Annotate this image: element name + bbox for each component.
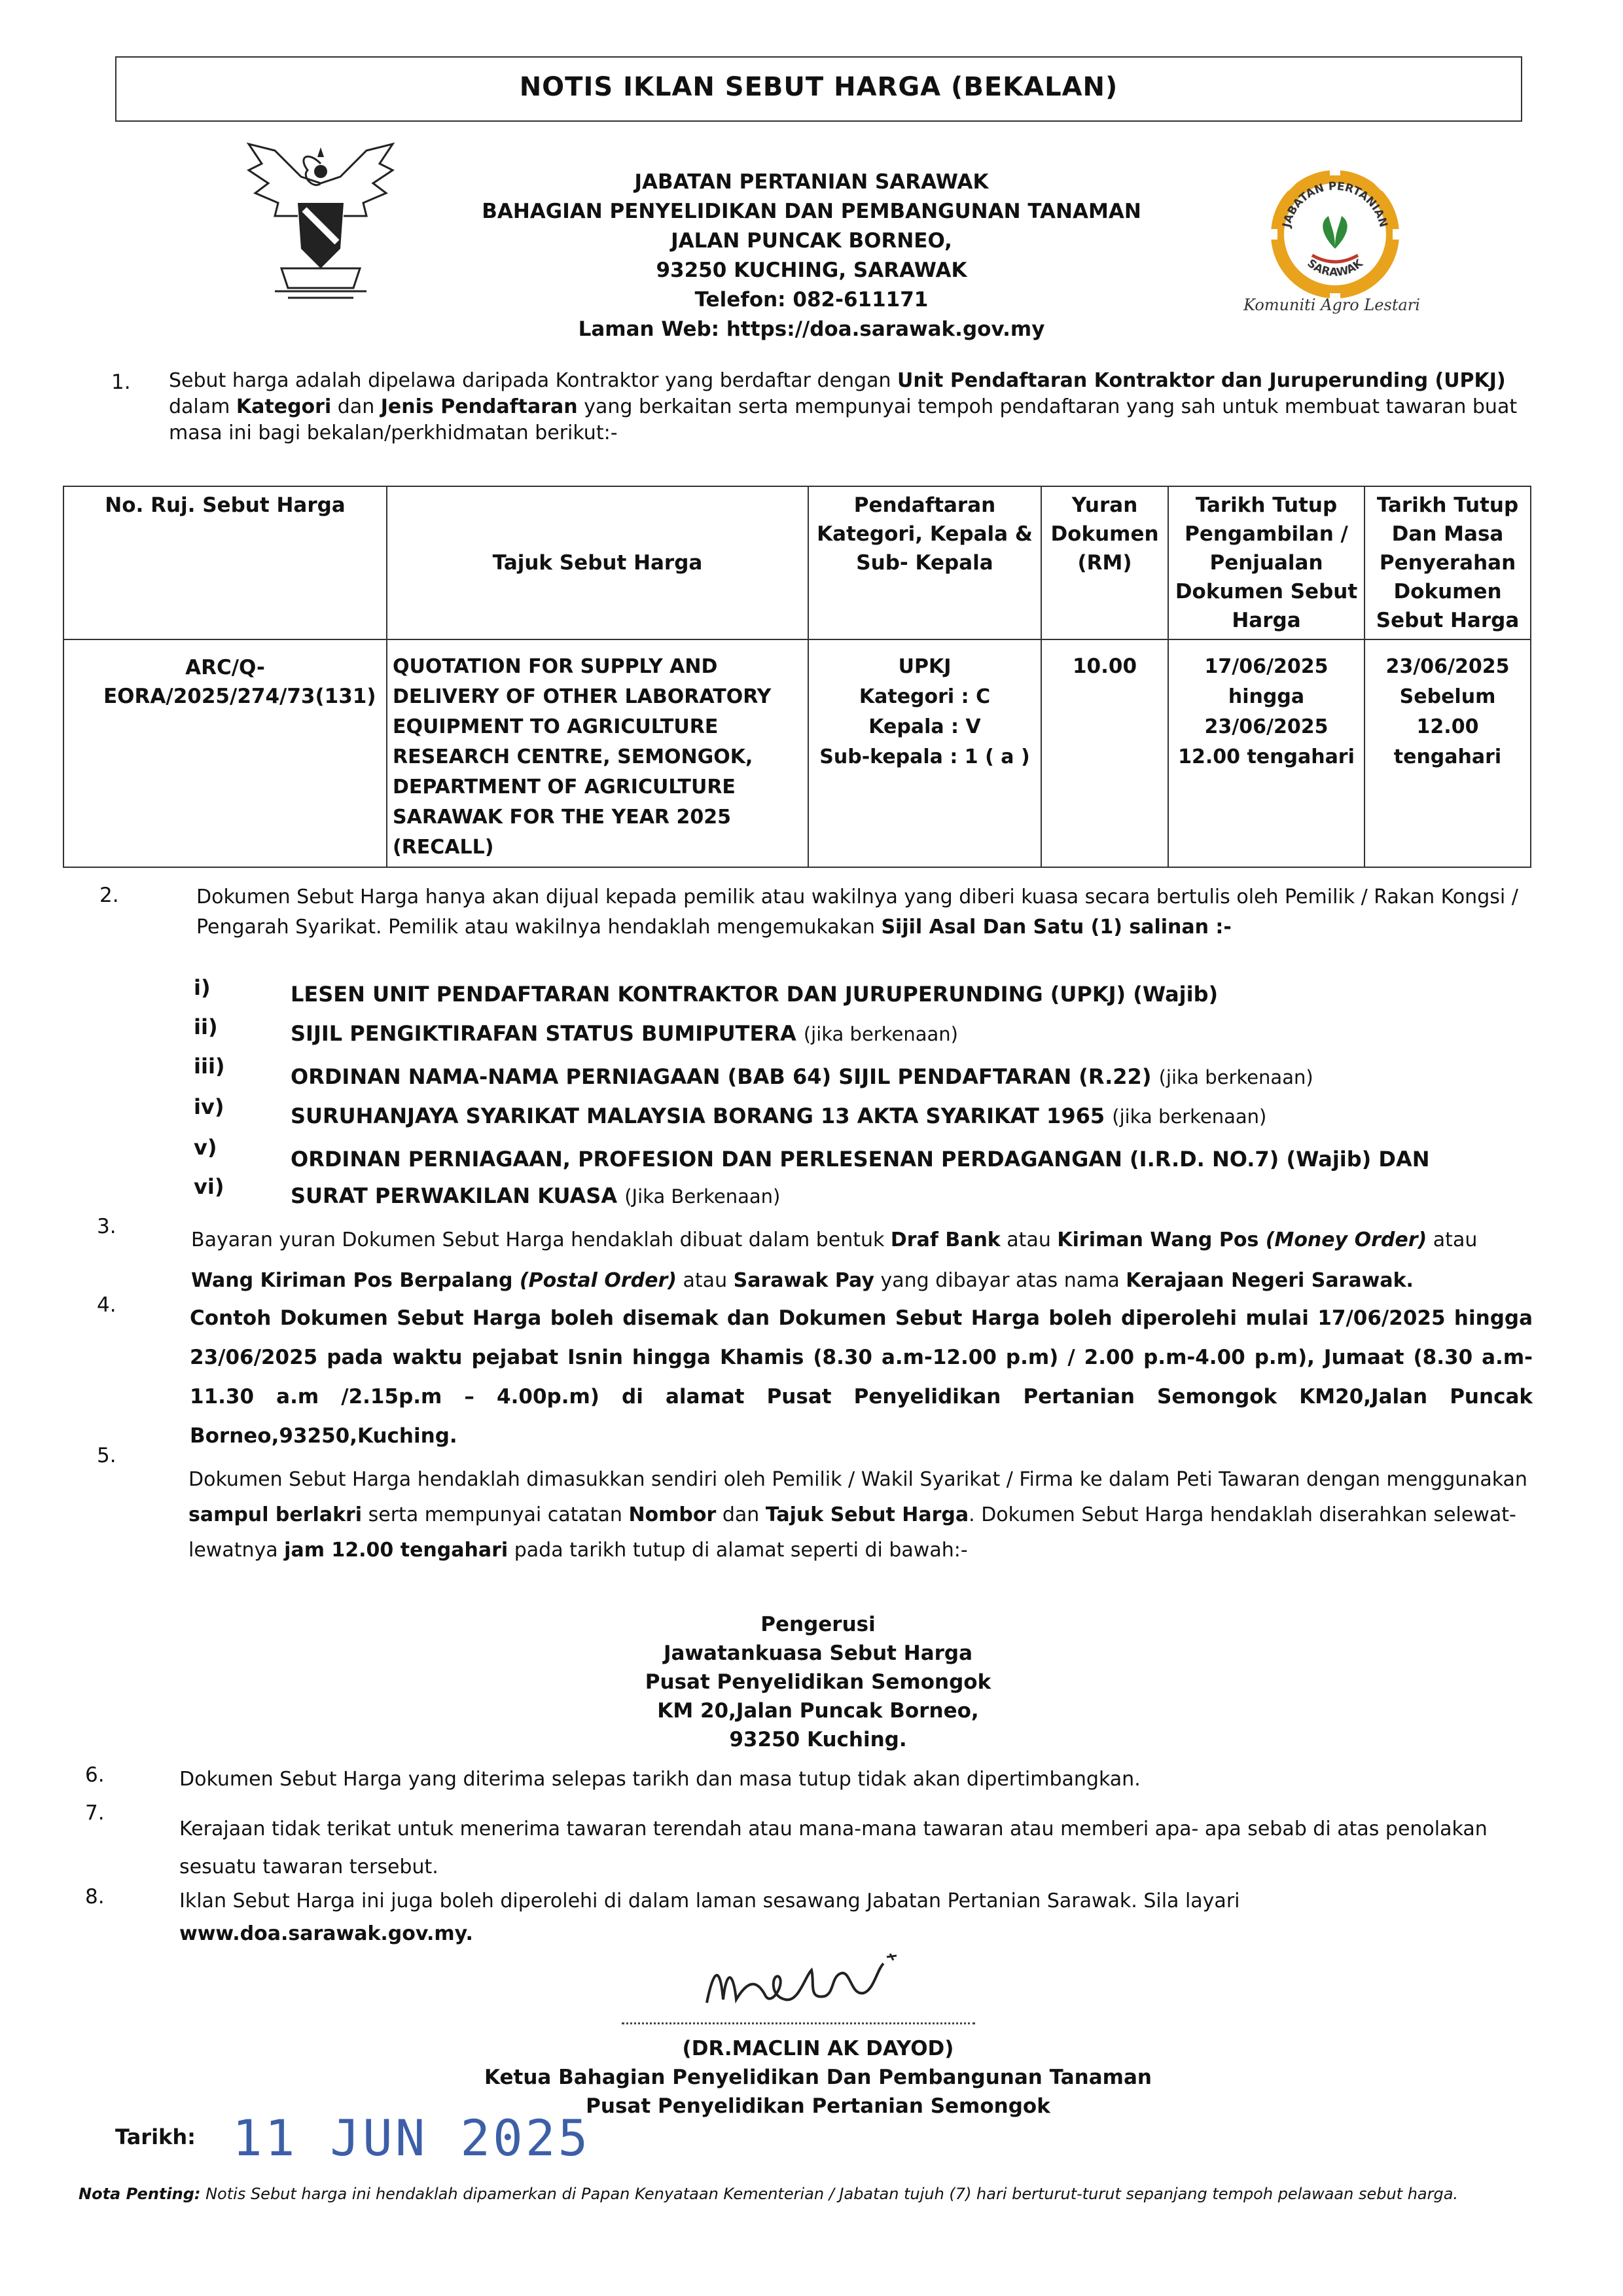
p4-number: 4. (97, 1293, 116, 1317)
p3-text: Bayaran yuran Dokumen Sebut Harga hendaklah dibuat dalam bentuk (191, 1229, 891, 1251)
item-note: (jika berkenaan) (1112, 1105, 1267, 1128)
paragraph-8 (179, 1885, 1527, 1950)
note-label: Nota Penting: (79, 2185, 201, 2203)
p2-text: Dokumen Sebut Harga hanya akan dijual kepada pemilik atau wakilnya yang diberi kuasa secara bertulis oleh Pemilik / Rakan Kongsi / Pengarah Syarikat. Pemilik atau wakilnya hendaklah mengemukakan (196, 886, 1518, 939)
close-line: Sebelum (1399, 685, 1496, 708)
org-line: JABATAN PERTANIAN SARAWAK (634, 170, 989, 194)
item-note: (jika berkenaan) (803, 1023, 958, 1045)
p1-jenis: Jenis Pendaftaran (380, 395, 578, 418)
registration (808, 639, 1041, 867)
address-line: 93250 Kuching. (729, 1728, 907, 1751)
paragraph-4: Contoh Dokumen Sebut Harga boleh disemak dan Dokumen Sebut Harga boleh diperolehi mulai 17/06/2025 hingga 23/06/2025 pada waktu pejabat Isnin hingga Khamis (8.30 a.m-12.00 p.m) / 2.00 p.m-4.00 p.m), Jumaat (8.30 a.m-11.30 a.m /2.15p.m – 4.00p.m) di alamat Pusat Penyelidikan Pertanian Semongok KM20,Jalan Puncak Borneo,93250,Kuching. (190, 1306, 1533, 1448)
doa-logo-icon (1257, 157, 1414, 308)
item-text: ORDINAN NAMA-NAMA PERNIAGAAN (BAB 64) SIJIL PENDAFTARAN (R.22) (291, 1064, 1152, 1089)
p3-text: atau (677, 1269, 734, 1292)
note-text: Notis Sebut harga ini hendaklah dipamerkan di Papan Kenyataan Kementerian / Jabatan tujuh (7) hari berturut-turut sepanjang tempoh pelawaan sebut harga. (200, 2185, 1459, 2203)
logo-text-top: JABATAN PERTANIAN (1280, 179, 1390, 229)
document-item (291, 1064, 1313, 1089)
paragraph-7: Kerajaan tidak terikat untuk menerima tawaran terendah atau mana-mana tawaran atau memberi apa- apa sebab di atas penolakan sesuatu tawaran tersebut. (179, 1818, 1488, 1878)
p5-bold: jam 12.00 tengahari (284, 1539, 508, 1562)
p3-text: atau (1000, 1229, 1058, 1251)
important-note (79, 2185, 1584, 2203)
p5-text: . Dokumen Sebut Harga hendaklah diserahkan selewat-lewatnya (188, 1503, 1516, 1562)
p3-bold: Kiriman Wang Pos (1057, 1229, 1266, 1251)
signatory (458, 1983, 1178, 2121)
p3-bold-italic: (Postal Order) (519, 1269, 677, 1292)
quotation-table (63, 486, 1531, 868)
org-line: Telefon: 082-611171 (694, 288, 929, 312)
signatory-place: Pusat Penyelidikan Pertanian Semongok (586, 2094, 1050, 2118)
sale-line: 23/06/2025 (1204, 715, 1329, 738)
p1-text: dan (331, 395, 381, 418)
item-text: SURAT PERWAKILAN KUASA (291, 1183, 618, 1208)
sale-line: 17/06/2025 (1204, 655, 1329, 678)
table-header: No. Ruj. Sebut Harga (63, 486, 387, 639)
table-header-row (63, 486, 1531, 639)
p6-number: 6. (85, 1763, 105, 1787)
p8-number: 8. (85, 1885, 105, 1909)
p1-number: 1. (111, 370, 131, 394)
item-note: (Jika Berkenaan) (624, 1185, 781, 1208)
item-roman: v) (194, 1135, 217, 1160)
quotation-title: QUOTATION FOR SUPPLY AND DELIVERY OF OTHER LABORATORY EQUIPMENT TO AGRICULTURE RESEARCH CENTRE, SEMONGOK, DEPARTMENT OF AGRICULTURE SARAWAK FOR THE YEAR 2025 (RECALL) (387, 639, 808, 867)
p3-bold-italic: (Money Order) (1265, 1229, 1427, 1251)
p5-text: Dokumen Sebut Harga hendaklah dimasukkan sendiri oleh Pemilik / Wakil Syarikat / Firma ke dalam Peti Tawaran dengan menggunakan (188, 1468, 1527, 1491)
document-item (291, 1183, 780, 1208)
document-item (291, 1103, 1266, 1128)
reg-line: Kategori : C (859, 685, 991, 708)
p5-number: 5. (97, 1444, 116, 1467)
paragraph-1 (169, 368, 1530, 446)
document-item (291, 982, 1218, 1007)
org-line: 93250 KUCHING, SARAWAK (656, 259, 967, 282)
table-row (63, 639, 1531, 867)
table-header: Tajuk Sebut Harga (387, 486, 808, 639)
org-line: Laman Web: https://doa.sarawak.gov.my (578, 317, 1045, 341)
address-line: Pengerusi (760, 1613, 876, 1636)
p5-bold: sampul berlakri (188, 1503, 363, 1526)
table-header: Tarikh Tutup Pengambilan / Penjualan Dokumen Sebut Harga (1168, 486, 1364, 639)
p3-bold: Sarawak Pay (733, 1269, 874, 1292)
p3-text: atau (1427, 1229, 1478, 1251)
p1-text: dalam (169, 395, 236, 418)
item-roman: iv) (194, 1094, 224, 1119)
p1-upkj: Unit Pendaftaran Kontraktor dan Juruperunding (UPKJ) (897, 369, 1506, 392)
page-title: NOTIS IKLAN SEBUT HARGA (BEKALAN) (519, 72, 1118, 102)
p3-text: yang dibayar atas nama (874, 1269, 1126, 1292)
date-stamp: 11 JUN 2025 (232, 2109, 591, 2167)
p3-bold: Wang Kiriman Pos Berpalang (191, 1269, 520, 1292)
p1-kategori: Kategori (236, 395, 332, 418)
logo-text-bottom: SARAWAK (1304, 257, 1366, 279)
submission-closing (1364, 639, 1531, 867)
p5-bold: Nombor (628, 1503, 717, 1526)
paragraph-3 (191, 1220, 1531, 1301)
signatory-role: Ketua Bahagian Penyelidikan Dan Pembangunan Tanaman (484, 2066, 1152, 2089)
p5-text: pada tarikh tutup di alamat seperti di bawah:- (508, 1539, 968, 1562)
p5-bold: Tajuk Sebut Harga (765, 1503, 969, 1526)
organization-header (419, 168, 1204, 344)
item-roman: ii) (194, 1014, 218, 1039)
document-fee: 10.00 (1041, 639, 1168, 867)
paragraph-2 (196, 882, 1531, 942)
submission-address (589, 1610, 1047, 1754)
p3-bold: Kerajaan Negeri Sarawak. (1126, 1269, 1414, 1292)
address-line: Jawatankuasa Sebut Harga (663, 1641, 973, 1665)
item-roman: vi) (194, 1174, 224, 1199)
item-text: ORDINAN PERNIAGAAN, PROFESION DAN PERLESENAN PERDAGANGAN (I.R.D. NO.7) (Wajib) DAN (291, 1147, 1430, 1172)
sale-line: 12.00 tengahari (1178, 745, 1355, 768)
table-header: Tarikh Tutup Dan Masa Penyerahan Dokumen Sebut Harga (1364, 486, 1531, 639)
p8-website: www.doa.sarawak.gov.my. (179, 1922, 473, 1945)
p2-number: 2. (99, 884, 119, 907)
document-item (291, 1147, 1430, 1172)
p7-number: 7. (85, 1801, 105, 1825)
table-header: Yuran Dokumen (RM) (1041, 486, 1168, 639)
sale-closing (1168, 639, 1364, 867)
p3-number: 3. (97, 1215, 116, 1238)
title-box (115, 56, 1522, 122)
close-line: 23/06/2025 (1385, 655, 1510, 678)
p3-bold: Draf Bank (890, 1229, 1001, 1251)
document-item (291, 1021, 958, 1046)
item-roman: i) (194, 975, 211, 1000)
reg-line: Sub-kepala : 1 ( a ) (819, 745, 1030, 768)
sarawak-crest-icon (236, 137, 406, 308)
address-line: Pusat Penyelidikan Semongok (645, 1670, 991, 1694)
p1-text: Sebut harga adalah dipelawa daripada Kontraktor yang berdaftar dengan (169, 369, 898, 392)
item-roman: iii) (194, 1054, 225, 1079)
signatory-name: (DR.MACLIN AK DAYOD) (682, 2037, 954, 2060)
ref-number: ARC/Q-EORA/2025/274/73(131) (63, 639, 387, 867)
p5-text: serta mempunyai catatan (362, 1503, 629, 1526)
address-line: KM 20,Jalan Puncak Borneo, (657, 1699, 979, 1723)
item-text: LESEN UNIT PENDAFTARAN KONTRAKTOR DAN JURUPERUNDING (UPKJ) (Wajib) (291, 982, 1219, 1007)
slogan: Komuniti Agro Lestari (1243, 296, 1420, 314)
sale-line: hingga (1228, 685, 1305, 708)
p2-bold: Sijil Asal Dan Satu (1) salinan :- (881, 916, 1232, 939)
reg-line: Kepala : V (868, 715, 981, 738)
paragraph-5 (188, 1462, 1533, 1568)
org-line: BAHAGIAN PENYELIDIKAN DAN PEMBANGUNAN TANAMAN (482, 200, 1141, 223)
p1-text: yang berkaitan serta mempunyai tempoh pendaftaran yang sah untuk membuat tawaran buat masa ini bagi bekalan/perkhidmatan berikut:- (169, 395, 1518, 444)
item-text: SURUHANJAYA SYARIKAT MALAYSIA BORANG 13 AKTA SYARIKAT 1965 (291, 1103, 1105, 1128)
table-header: Pendaftaran Kategori, Kepala & Sub- Kepala (808, 486, 1041, 639)
org-line: JALAN PUNCAK BORNEO, (671, 229, 952, 253)
date-label: Tarikh: (115, 2125, 196, 2149)
close-line: 12.00 tengahari (1393, 715, 1502, 768)
p8-text: Iklan Sebut Harga ini juga boleh diperolehi di dalam laman sesawang Jabatan Pertanian Sarawak. Sila layari (179, 1890, 1240, 1912)
p5-text: dan (716, 1503, 766, 1526)
item-note: (jika berkenaan) (1158, 1066, 1313, 1088)
item-text: SIJIL PENGIKTIRAFAN STATUS BUMIPUTERA (291, 1021, 796, 1046)
paragraph-6: Dokumen Sebut Harga yang diterima selepas tarikh dan masa tutup tidak akan dipertimbangkan. (179, 1768, 1141, 1791)
reg-line: UPKJ (898, 655, 952, 678)
